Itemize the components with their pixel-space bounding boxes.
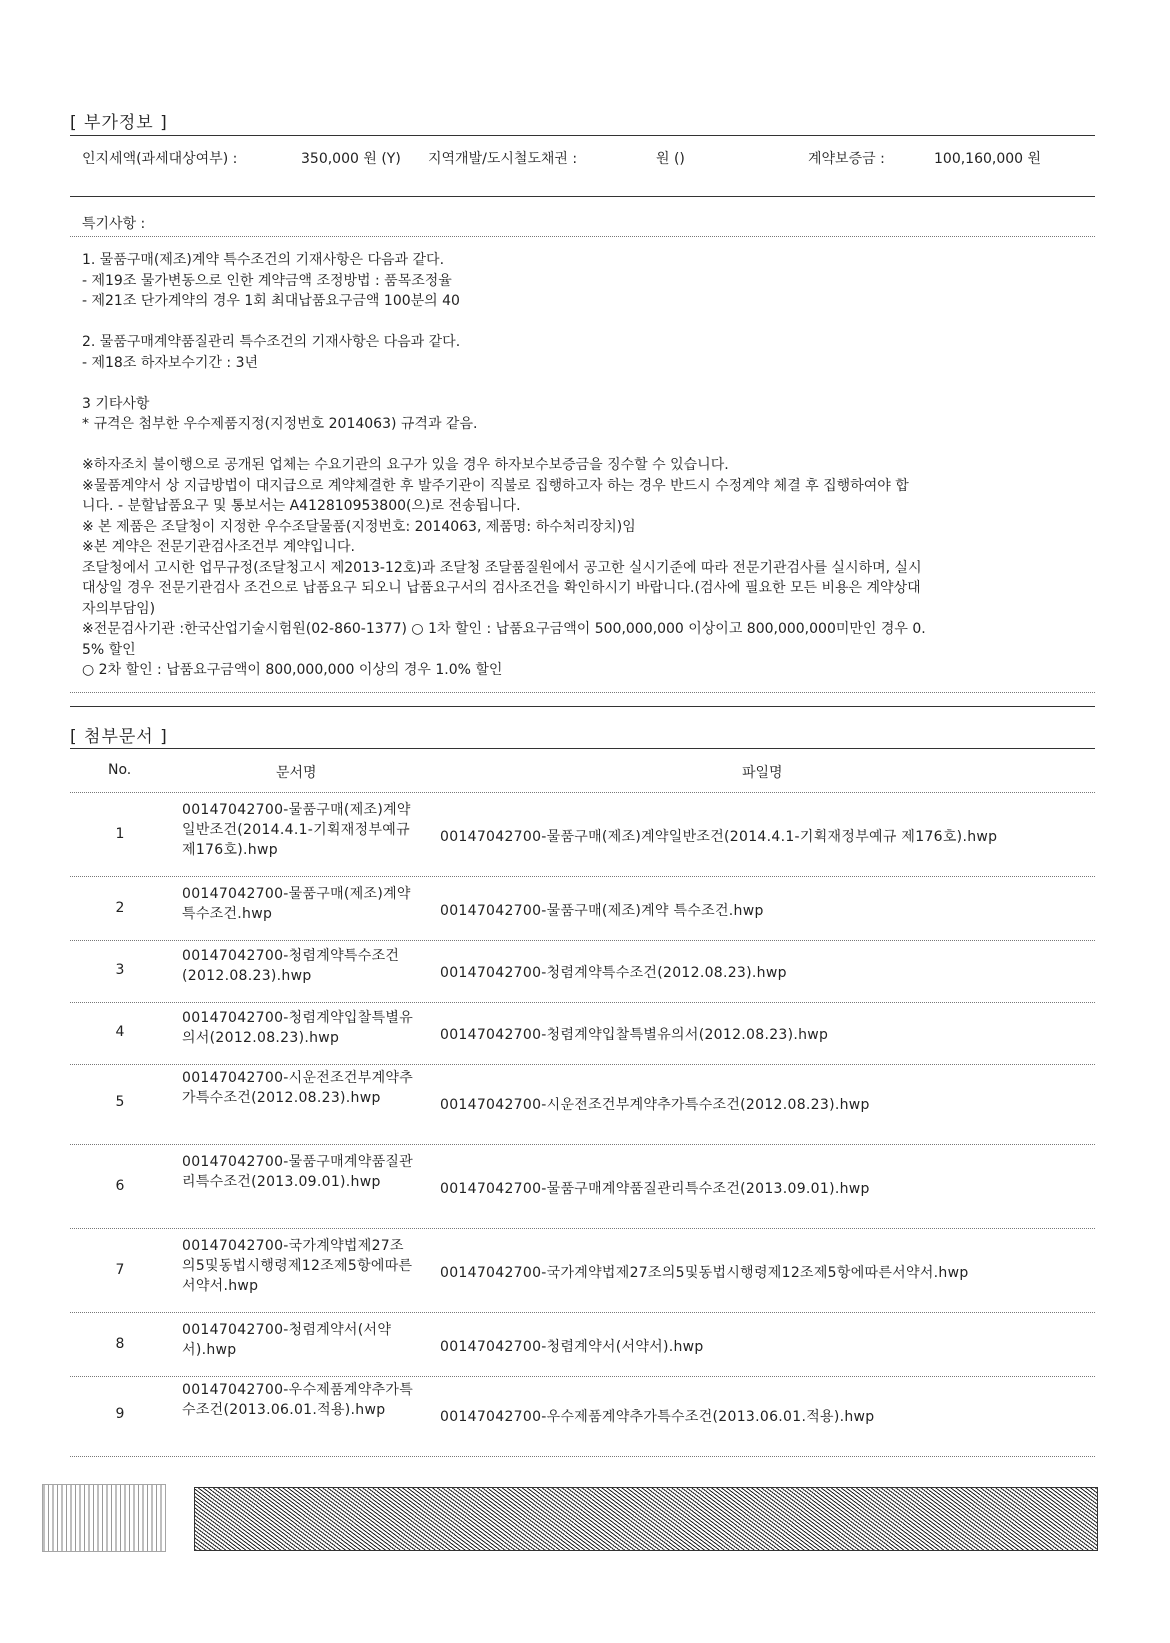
special-notes-label: 특기사항 :	[82, 216, 146, 232]
table-row	[70, 800, 1095, 872]
dotted-divider	[70, 236, 1095, 237]
special-note-line: 1. 물품구매(제조)계약 특수조건의 기재사항은 다음과 같다.	[82, 252, 445, 268]
header-no: No.	[108, 762, 132, 778]
attachment-file-link[interactable]: 00147042700-물품구매계약품질관리특수조건(2013.09.01).hwp	[440, 1181, 870, 1197]
blank-line	[82, 435, 1087, 456]
blank-line	[82, 312, 1087, 333]
special-note-line: 3 기타사항	[82, 395, 150, 412]
section-rule	[70, 706, 1095, 707]
deposit-value: 100,160,000 원	[934, 151, 1042, 167]
row-divider	[70, 876, 1095, 877]
section-rule	[70, 748, 1095, 749]
barcode-stamp	[194, 1487, 1098, 1551]
special-note-line: 5% 할인	[82, 641, 136, 658]
special-note-line: - 제18조 하자보수기간 : 3년	[82, 354, 259, 371]
row-divider	[70, 1228, 1095, 1229]
table-row	[70, 1380, 1095, 1452]
document-name: 00147042700-우수제품계약추가특수조건(2013.06.01.적용).hwp	[182, 1382, 414, 1418]
row-number: 2	[115, 900, 125, 916]
attachment-file-link[interactable]: 00147042700-청렴계약특수조건(2012.08.23).hwp	[440, 965, 787, 981]
attachments-table-header	[70, 762, 1095, 786]
special-note-line: ※전문검사기관 :한국산업기술시험원(02-860-1377) ○ 1차 할인 : 납품요구금액이 500,000,000 이상이고 800,000,000미만인 경우 0.	[82, 621, 926, 637]
row-number: 1	[115, 826, 125, 842]
document-name: 00147042700-국가계약법제27조의5및동법시행령제12조제5항에따른서약서.hwp	[182, 1238, 413, 1294]
additional-info-row	[82, 148, 1092, 172]
attachment-file-link[interactable]: 00147042700-청렴계약서(서약서).hwp	[440, 1339, 704, 1355]
header-file-name: 파일명	[742, 765, 783, 781]
row-number: 3	[115, 962, 125, 978]
attachment-file-link[interactable]: 00147042700-물품구매(제조)계약 특수조건.hwp	[440, 903, 764, 919]
section-rule	[70, 196, 1095, 197]
row-number: 6	[115, 1178, 125, 1194]
attachment-file-link[interactable]: 00147042700-청렴계약입찰특별유의서(2012.08.23).hwp	[440, 1027, 829, 1043]
dotted-divider	[70, 692, 1095, 693]
row-divider	[70, 1312, 1095, 1313]
special-note-line: 대상일 경우 전문기관검사 조건으로 납품요구 되오니 납품요구서의 검사조건을 확인하시기 바랍니다.(검사에 필요한 모든 비용은 계약상대	[82, 580, 921, 596]
qr-code-stamp	[42, 1484, 166, 1552]
attachment-file-link[interactable]: 00147042700-물품구매(제조)계약일반조건(2014.4.1-기획재정부예규 제176호).hwp	[440, 829, 998, 845]
table-row	[70, 1068, 1095, 1140]
special-note-line: ○ 2차 할인 : 납품요구금액이 800,000,000 이상의 경우 1.0% 할인	[82, 662, 503, 678]
special-note-line: 2. 물품구매계약품질관리 특수조건의 기재사항은 다음과 같다.	[82, 334, 461, 350]
special-note-line: ※ 본 제품은 조달청이 지정한 우수조달물품(지정번호: 2014063, 제품명: 하수처리장치)임	[82, 518, 636, 535]
row-number: 9	[115, 1406, 125, 1422]
deposit-label: 계약보증금 :	[808, 151, 885, 167]
table-row	[70, 946, 1095, 998]
special-note-line: 조달청에서 고시한 업무규정(조달청고시 제2013-12호)과 조달청 조달품질원에서 공고한 실시기준에 따라 전문기관검사를 실시하며, 실시	[82, 559, 922, 576]
row-number: 8	[115, 1336, 125, 1352]
attachment-file-link[interactable]: 00147042700-시운전조건부계약추가특수조건(2012.08.23).hwp	[440, 1097, 870, 1113]
bond-label: 지역개발/도시철도채권 :	[428, 151, 578, 167]
dotted-divider	[70, 792, 1095, 793]
attachment-file-link[interactable]: 00147042700-국가계약법제27조의5및동법시행령제12조제5항에따른서약서.hwp	[440, 1265, 969, 1281]
special-note-line: ※본 계약은 전문기관검사조건부 계약입니다.	[82, 539, 355, 555]
row-divider	[70, 1456, 1095, 1457]
blank-line	[82, 373, 1087, 394]
document-name: 00147042700-물품구매(제조)계약일반조건(2014.4.1-기획재정부예규 제176호).hwp	[182, 802, 411, 858]
row-divider	[70, 1144, 1095, 1145]
additional-info-title: [ 부가정보 ]	[70, 113, 168, 133]
stamp-tax-value: 350,000 원 (Y)	[301, 151, 401, 167]
table-row	[70, 1320, 1095, 1372]
table-row	[70, 1008, 1095, 1060]
special-notes-body	[82, 250, 1087, 681]
special-note-line: * 규격은 첨부한 우수제품지정(지정번호 2014063) 규격과 같음.	[82, 416, 478, 432]
table-row	[70, 1236, 1095, 1308]
stamp-tax-label: 인지세액(과세대상여부) :	[82, 151, 238, 167]
row-divider	[70, 940, 1095, 941]
document-name: 00147042700-청렴계약입찰특별유의서(2012.08.23).hwp	[182, 1010, 414, 1046]
row-divider	[70, 1376, 1095, 1377]
table-row	[70, 1152, 1095, 1224]
special-note-line: ※하자조치 불이행으로 공개된 업체는 수요기관의 요구가 있을 경우 하자보수보증금을 징수할 수 있습니다.	[82, 457, 729, 473]
special-note-line: - 제21조 단가계약의 경우 1회 최대납품요구금액 100분의 40	[82, 293, 460, 309]
table-row	[70, 884, 1095, 936]
special-note-line: ※물품계약서 상 지급방법이 대지급으로 계약체결한 후 발주기관이 직불로 집행하고자 하는 경우 반드시 수정계약 체결 후 집행하여야 합	[82, 477, 909, 494]
special-note-line: - 제19조 물가변동으로 인한 계약금액 조정방법 : 품목조정율	[82, 272, 452, 289]
row-divider	[70, 1064, 1095, 1065]
row-number: 4	[115, 1024, 125, 1040]
section-rule	[70, 135, 1095, 136]
row-divider	[70, 1002, 1095, 1003]
document-name: 00147042700-청렴계약서(서약서).hwp	[182, 1322, 392, 1358]
row-number: 7	[115, 1262, 125, 1278]
attachments-title: [ 첨부문서 ]	[70, 727, 168, 747]
bond-value: 원 ()	[656, 151, 685, 167]
document-name: 00147042700-시운전조건부계약추가특수조건(2012.08.23).hwp	[182, 1070, 414, 1106]
special-note-line: 자의부담임)	[82, 600, 156, 617]
attachment-file-link[interactable]: 00147042700-우수제품계약추가특수조건(2013.06.01.적용).hwp	[440, 1409, 875, 1425]
special-note-line: 니다. - 분할납품요구 및 통보서는 A412810953800(으)로 전송됩니다.	[82, 498, 521, 514]
header-doc-name: 문서명	[276, 765, 317, 781]
document-name: 00147042700-청렴계약특수조건(2012.08.23).hwp	[182, 948, 400, 984]
document-name: 00147042700-물품구매계약품질관리특수조건(2013.09.01).hwp	[182, 1154, 414, 1190]
document-name: 00147042700-물품구매(제조)계약 특수조건.hwp	[182, 886, 411, 922]
row-number: 5	[115, 1094, 125, 1110]
